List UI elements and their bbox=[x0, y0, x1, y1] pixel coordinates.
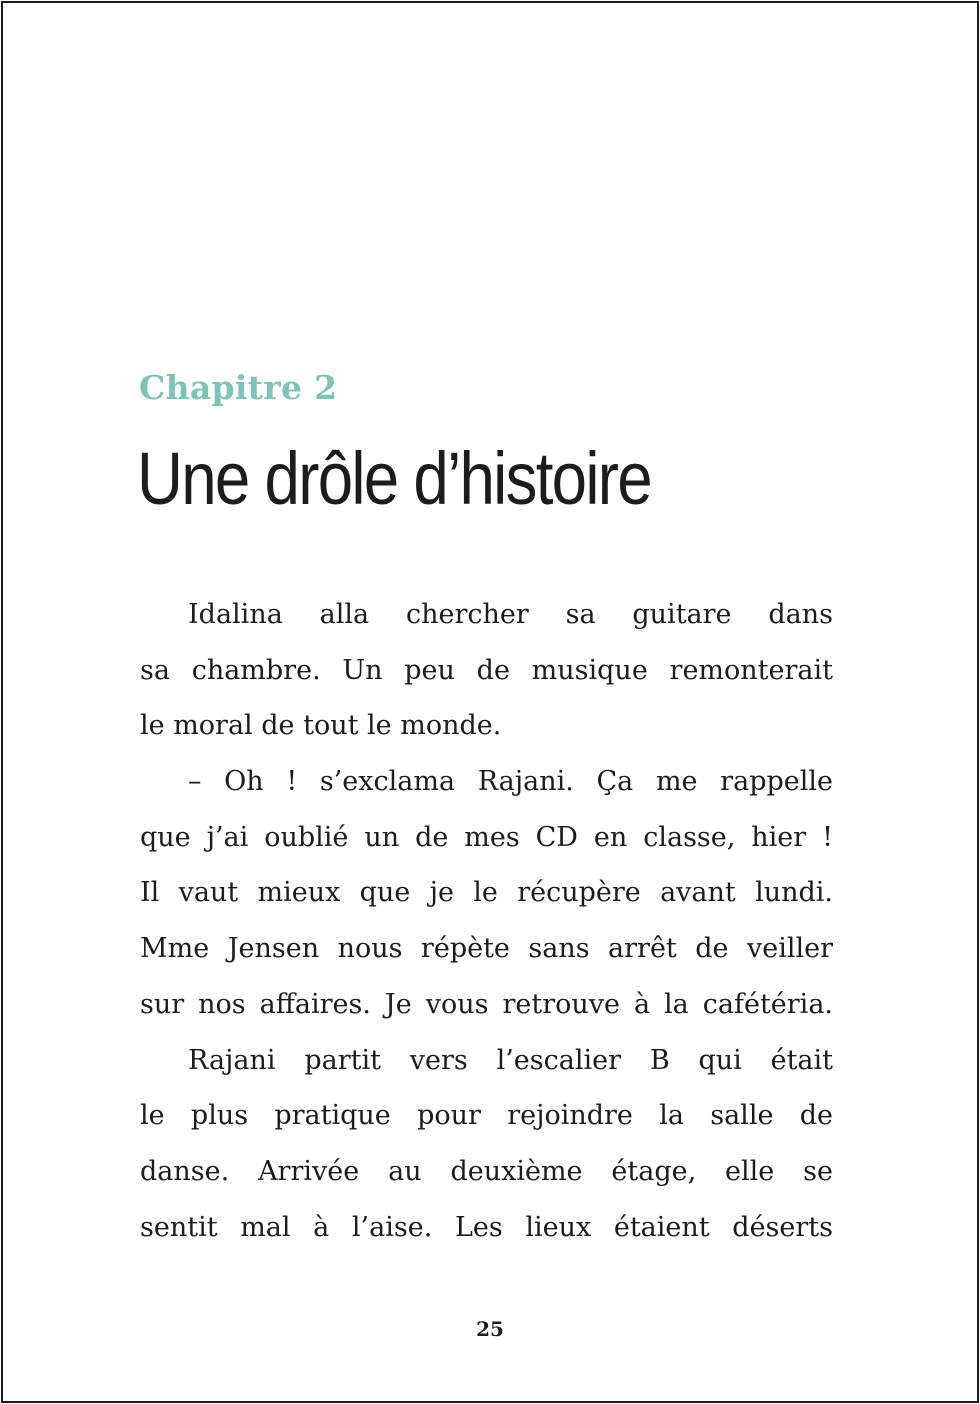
text-line: Rajani partit vers l’escalier B qui était bbox=[188, 1044, 833, 1076]
text-line: sur nos affaires. Je vous retrouve à la cafétéria. bbox=[140, 988, 833, 1020]
text-line: que j’ai oublié un de mes CD en classe, hier ! bbox=[140, 821, 833, 853]
text-line: – Oh ! s’exclama Rajani. Ça me rappelle bbox=[188, 766, 833, 798]
book-page bbox=[1, 1, 979, 1403]
page-number: 25 bbox=[476, 1317, 504, 1341]
text-line: Il vaut mieux que je le récupère avant lundi. bbox=[140, 877, 833, 909]
chapter-label: Chapitre 2 bbox=[139, 368, 338, 407]
text-line: sa chambre. Un peu de musique remonterait bbox=[140, 654, 833, 686]
chapter-body-text bbox=[140, 587, 833, 1255]
text-line: sentit mal à l’aise. Les lieux étaient déserts bbox=[140, 1211, 833, 1243]
text-line: Idalina alla chercher sa guitare dans bbox=[188, 599, 833, 630]
text-line: le moral de tout le monde. bbox=[140, 710, 502, 742]
text-line: le plus pratique pour rejoindre la salle de bbox=[140, 1100, 833, 1132]
chapter-title: Une drôle d’histoire bbox=[137, 437, 651, 520]
text-line: Mme Jensen nous répète sans arrêt de veiller bbox=[140, 933, 833, 965]
text-line: danse. Arrivée au deuxième étage, elle se bbox=[140, 1155, 833, 1187]
